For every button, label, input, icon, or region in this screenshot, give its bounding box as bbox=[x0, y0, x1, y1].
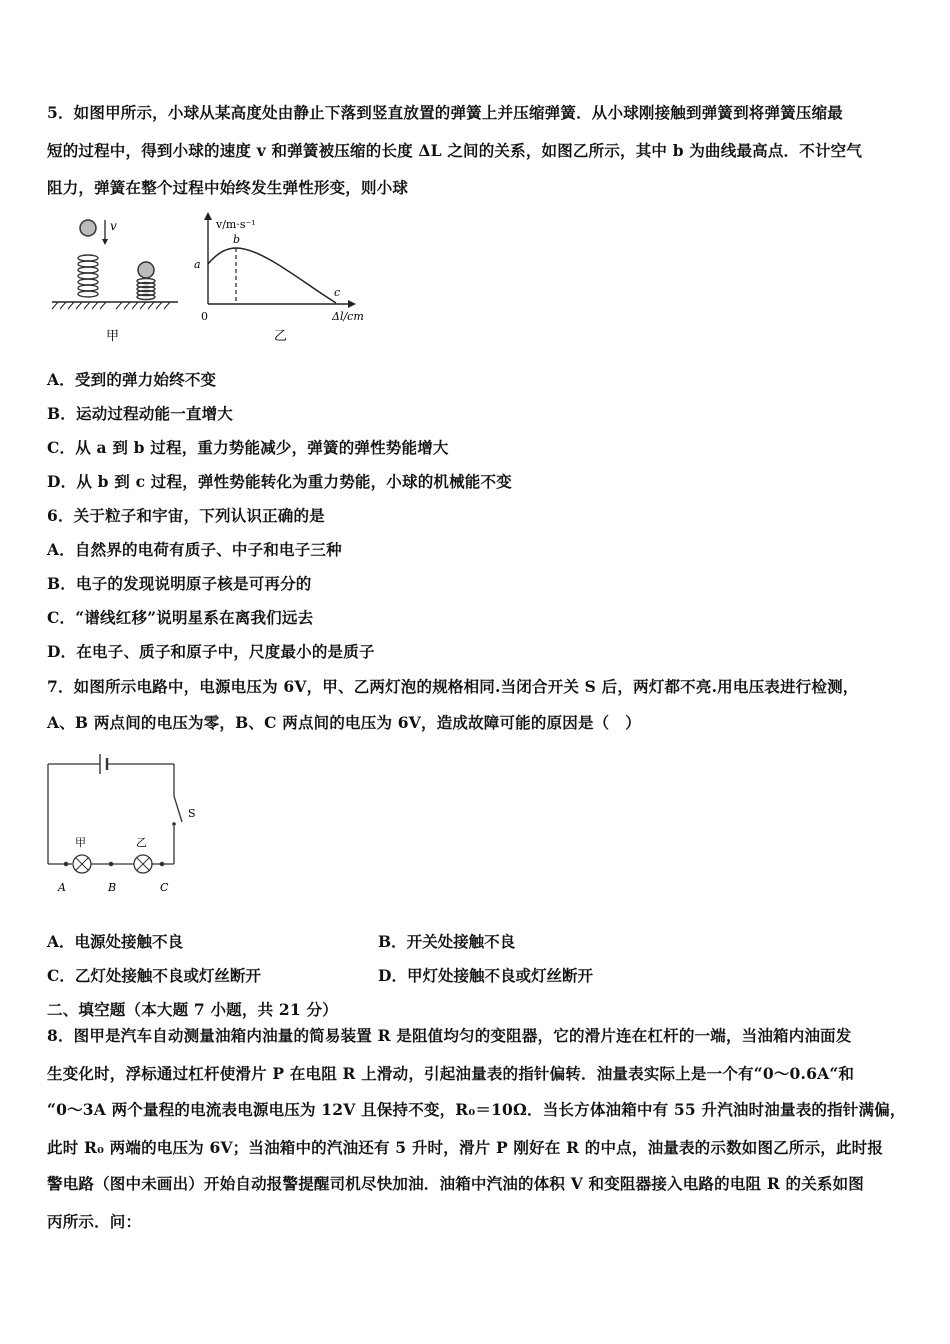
ground-hatch bbox=[52, 302, 170, 309]
q7-option-d: D．甲灯处接触不良或灯丝断开 bbox=[378, 966, 593, 985]
q6-option-d: D．在电子、质子和原子中，尺度最小的是质子 bbox=[47, 642, 375, 661]
q5-figure-jia bbox=[50, 212, 180, 347]
q5-figure-yi bbox=[192, 212, 392, 347]
x-axis-label: Δl/cm bbox=[332, 310, 364, 323]
lamp-jia bbox=[73, 855, 91, 873]
switch-contact bbox=[172, 822, 176, 826]
q7-option-a: A．电源处接触不良 bbox=[47, 932, 184, 951]
q8-stem-line-5: 警电路（图中未画出）开始自动报警提醒司机尽快加油．油箱中汽油的体积 V 和变阻器接入电路的电阻 R 的关系如图 bbox=[47, 1174, 864, 1193]
point-b-label: B bbox=[108, 881, 117, 894]
q7-circuit-figure bbox=[44, 750, 214, 900]
section-2-title: 二、填空题（本大题 7 小题，共 21 分） bbox=[47, 1000, 338, 1019]
falling-ball bbox=[80, 220, 96, 236]
q5-stem-line-3: 阻力，弹簧在整个过程中始终发生弹性形变，则小球 bbox=[47, 178, 409, 197]
point-a-label: A bbox=[58, 881, 66, 894]
origin-label: 0 bbox=[201, 310, 208, 323]
q7-stem-line-2: A、B 两点间的电压为零，B、C 两点间的电压为 6V，造成故障可能的原因是（ ） bbox=[47, 713, 641, 732]
point-c-dot bbox=[160, 862, 165, 867]
q8-stem-line-2: 生变化时，浮标通过杠杆使滑片 P 在电阻 R 上滑动，引起油量表的指针偏转．油量表实际上是一个有“0～0.6A“和 bbox=[47, 1064, 855, 1083]
q6-option-a: A．自然界的电荷有质子、中子和电子三种 bbox=[47, 540, 342, 559]
q5-option-b: B．运动过程动能一直增大 bbox=[47, 404, 234, 423]
lamp-yi-label: 乙 bbox=[136, 836, 147, 849]
figure-jia-caption: 甲 bbox=[106, 329, 120, 344]
y-axis-arrow bbox=[204, 212, 212, 220]
q7-stem-line-1: 7．如图所示电路中，电源电压为 6V，甲、乙两灯泡的规格相同.当闭合开关 S 后，两灯都不亮.用电压表进行检测， bbox=[47, 677, 859, 696]
q8-stem-line-4: 此时 R₀ 两端的电压为 6V；当油箱中的汽油还有 5 升时，滑片 P 刚好在 R 的中点，油量表的示数如图乙所示，此时报 bbox=[47, 1138, 884, 1157]
lamp-jia-label: 甲 bbox=[75, 836, 86, 849]
q5-stem-line-2: 短的过程中，得到小球的速度 v 和弹簧被压缩的长度 ΔL 之间的关系，如图乙所示，其中 b 为曲线最高点．不计空气 bbox=[47, 141, 863, 160]
q5-option-c: C．从 a 到 b 过程，重力势能减少，弹簧的弹性势能增大 bbox=[47, 438, 449, 457]
x-axis-arrow bbox=[348, 300, 356, 308]
spring-compressed bbox=[137, 279, 155, 300]
point-b-label: b bbox=[233, 233, 241, 246]
velocity-arrowhead bbox=[102, 239, 108, 245]
q5-stem-line-1: 5．如图甲所示，小球从某高度处由静止下落到竖直放置的弹簧上并压缩弹簧．从小球刚接触到弹簧到将弹簧压缩最 bbox=[47, 103, 843, 122]
q8-stem-line-3: “0～3A 两个量程的电流表电源电压为 12V 且保持不变，R₀＝10Ω．当长方体油箱中有 55 升汽油时油量表的指针满偏， bbox=[47, 1100, 906, 1119]
q7-option-c: C．乙灯处接触不良或灯丝断开 bbox=[47, 966, 261, 985]
q6-option-c: C．“谱线红移”说明星系在离我们远去 bbox=[47, 608, 314, 627]
q6-stem: 6．关于粒子和宇宙，下列认识正确的是 bbox=[47, 506, 325, 525]
q8-stem-line-6: 丙所示．问： bbox=[47, 1212, 142, 1231]
velocity-curve bbox=[208, 248, 336, 303]
velocity-label: v bbox=[110, 219, 117, 233]
switch-blade bbox=[174, 796, 182, 822]
switch-label: S bbox=[188, 807, 196, 820]
spring-uncompressed bbox=[78, 255, 98, 297]
point-c-label: c bbox=[334, 286, 341, 299]
point-c-label: C bbox=[160, 881, 169, 894]
q5-option-d: D．从 b 到 c 过程，弹性势能转化为重力势能，小球的机械能不变 bbox=[47, 472, 512, 491]
y-axis-label: v/m·s⁻¹ bbox=[216, 218, 256, 231]
q6-option-b: B．电子的发现说明原子核是可再分的 bbox=[47, 574, 312, 593]
point-a-label: a bbox=[194, 258, 201, 271]
q7-option-b: B．开关处接触不良 bbox=[378, 932, 516, 951]
q8-stem-line-1: 8．图甲是汽车自动测量油箱内油量的简易装置 R 是阻值均匀的变阻器，它的滑片连在杠杆的一端，当油箱内油面发 bbox=[47, 1026, 852, 1045]
figure-yi-caption: 乙 bbox=[274, 329, 288, 344]
lamp-yi bbox=[134, 855, 152, 873]
compressed-ball bbox=[138, 262, 154, 278]
q5-option-a: A．受到的弹力始终不变 bbox=[47, 370, 217, 389]
point-b-dot bbox=[109, 862, 114, 867]
